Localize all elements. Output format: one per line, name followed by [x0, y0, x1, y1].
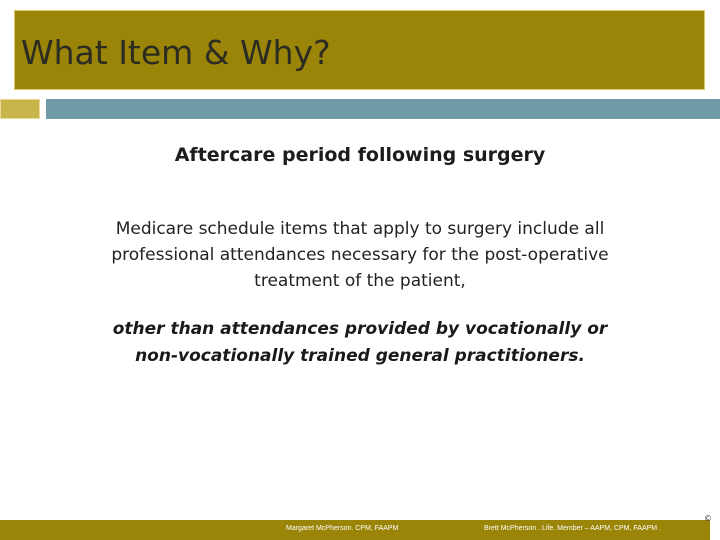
body-paragraph — [60, 216, 660, 294]
italic-line: other than attendances provided by vocationally or — [112, 319, 608, 339]
footer-author-left: Margaret McPherson. CPM, FAAPM — [286, 525, 399, 532]
slide-subtitle: Aftercare period following surgery — [174, 144, 546, 166]
copyright-symbol: © — [704, 514, 712, 523]
body-line: Medicare schedule items that apply to surgery include all — [115, 219, 605, 239]
accent-block-small — [0, 99, 40, 119]
body-line: professional attendances necessary for the post-operative — [111, 245, 609, 265]
body-line: treatment of the patient, — [254, 271, 466, 291]
italic-paragraph — [60, 316, 660, 370]
slide-title: What Item & Why? — [21, 33, 331, 72]
footer-bar — [0, 520, 710, 540]
accent-bar-long — [46, 99, 720, 119]
title-bar — [14, 10, 705, 90]
footer-author-right: Brett McPherson . Life. Member – AAPM, CPM, FAAPM . — [484, 525, 661, 532]
italic-line: non-vocationally trained general practitioners. — [135, 346, 585, 366]
